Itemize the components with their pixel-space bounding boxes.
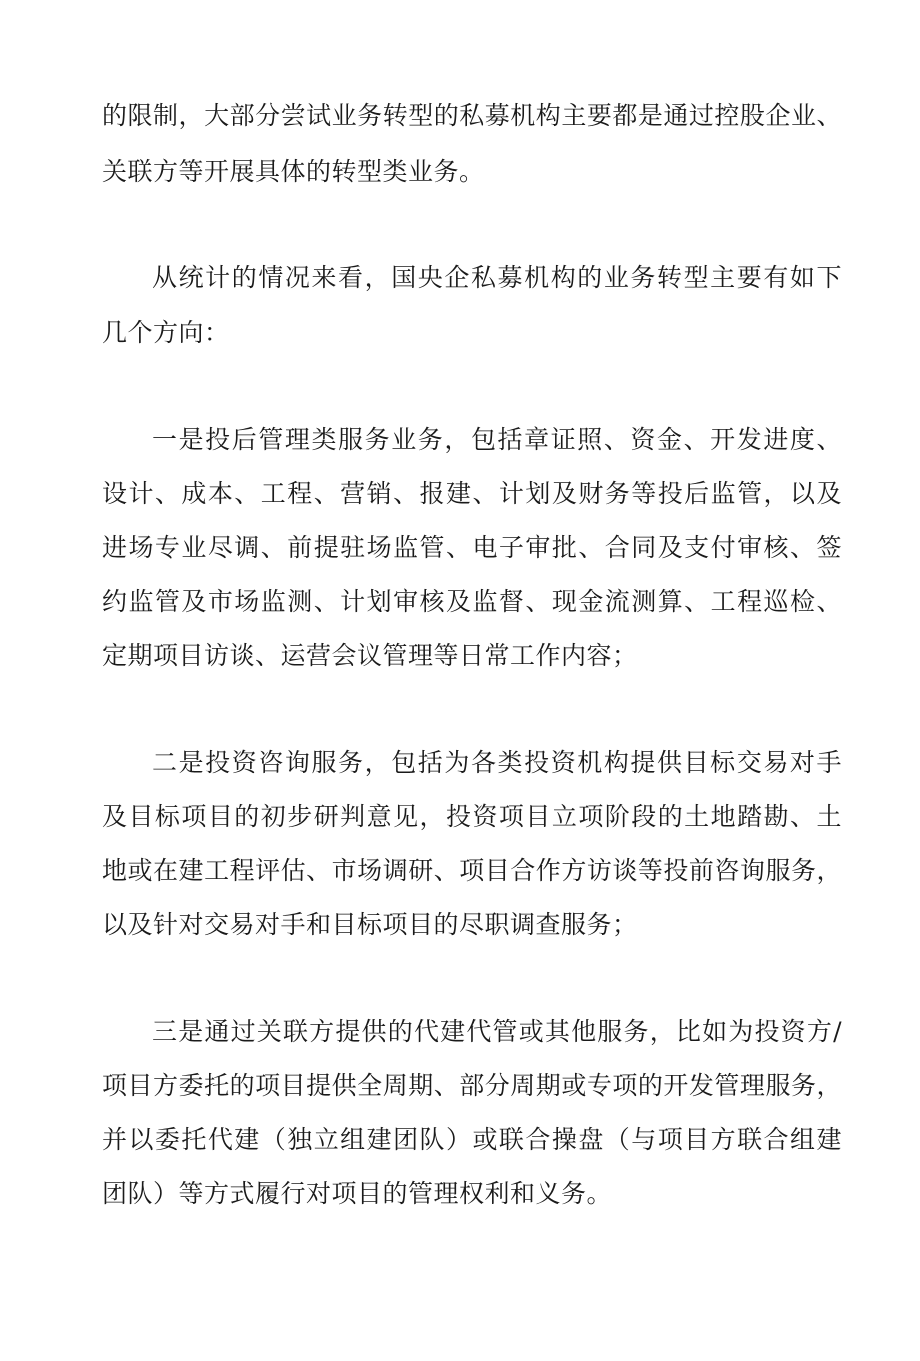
paragraph-4-line-2: 及目标项目的初步研判意见，投资项目立项阶段的土地踏勘、土 bbox=[102, 802, 842, 831]
paragraph-1-line-2: 关联方等开展具体的转型类业务。 bbox=[102, 157, 485, 186]
paragraph-3-line-3: 进场专业尽调、前提驻场监管、电子审批、合同及支付审核、签 bbox=[102, 533, 842, 562]
paragraph-4-line-1: 二是投资咨询服务，包括为各类投资机构提供目标交易对手 bbox=[152, 748, 842, 777]
paragraph-3-line-4: 约监管及市场监测、计划审核及监督、现金流测算、工程巡检、 bbox=[102, 587, 842, 616]
paragraph-2-line-2: 几个方向： bbox=[102, 318, 230, 347]
paragraph-4-line-3: 地或在建工程评估、市场调研、项目合作方访谈等投前咨询服务， bbox=[102, 856, 842, 885]
paragraph-4-line-4: 以及针对交易对手和目标项目的尽职调查服务； bbox=[102, 910, 638, 939]
paragraph-3-line-2: 设计、成本、工程、营销、报建、计划及财务等投后监管，以及 bbox=[102, 479, 842, 508]
paragraph-2-line-1: 从统计的情况来看，国央企私募机构的业务转型主要有如下 bbox=[152, 263, 842, 292]
paragraph-3-line-5: 定期项目访谈、运营会议管理等日常工作内容； bbox=[102, 641, 638, 670]
paragraph-5-line-2: 项目方委托的项目提供全周期、部分周期或专项的开发管理服务， bbox=[102, 1071, 842, 1100]
paragraph-3-line-1: 一是投后管理类服务业务，包括章证照、资金、开发进度、 bbox=[152, 425, 842, 454]
paragraph-1-line-1: 的限制，大部分尝试业务转型的私募机构主要都是通过控股企业、 bbox=[102, 101, 842, 130]
paragraph-5-line-3: 并以委托代建（独立组建团队）或联合操盘（与项目方联合组建 bbox=[102, 1125, 842, 1154]
paragraph-5-line-1: 三是通过关联方提供的代建代管或其他服务，比如为投资方/ bbox=[152, 1017, 842, 1046]
paragraph-5-line-4: 团队）等方式履行对项目的管理权利和义务。 bbox=[102, 1179, 613, 1208]
